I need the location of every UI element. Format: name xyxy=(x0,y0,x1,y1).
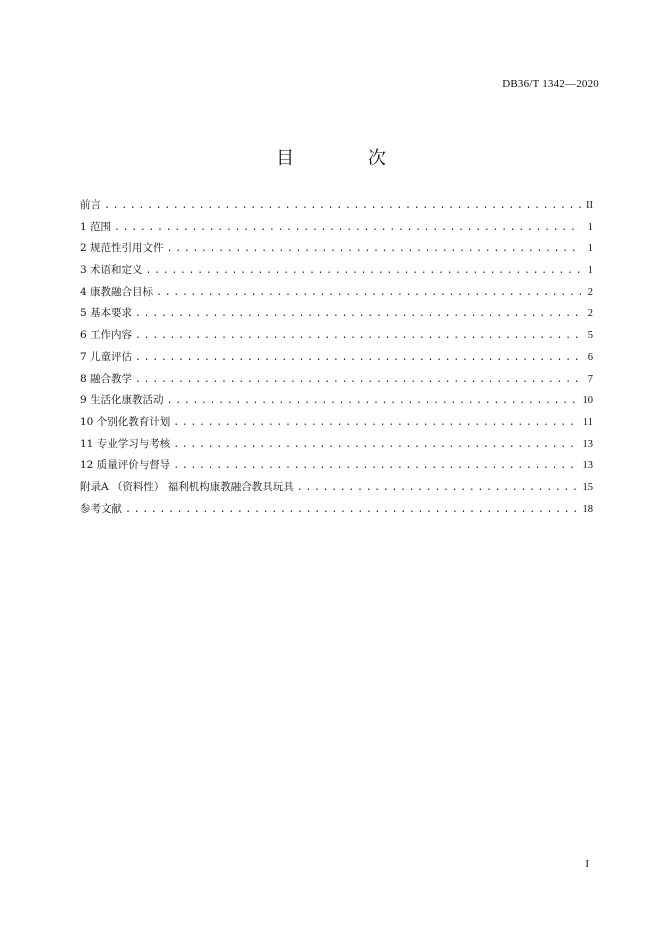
toc-entry-label: 1 范围 xyxy=(80,220,112,233)
toc-entry-page: 7 xyxy=(587,373,593,385)
toc-entry-page: 18 xyxy=(582,503,593,515)
toc-entry-page: 1 xyxy=(587,265,593,277)
toc-leader-dots xyxy=(173,437,578,455)
toc-entry-work-content[interactable] xyxy=(80,326,593,348)
toc-entry-professional-learning[interactable] xyxy=(80,435,593,457)
toc-entry-page: 13 xyxy=(582,438,593,450)
toc-entry-page: 11 xyxy=(582,416,593,428)
toc-entry-label: 4 康教融合目标 xyxy=(80,285,154,298)
toc-entry-label: 参考文献 xyxy=(80,502,122,515)
toc-entry-normative-references[interactable] xyxy=(80,239,593,261)
toc-leader-dots xyxy=(135,372,581,390)
toc-entry-bibliography[interactable] xyxy=(80,500,593,522)
toc-entry-label: 2 规范性引用文件 xyxy=(80,242,164,255)
toc-leader-dots xyxy=(167,393,579,411)
toc-entry-label: 7 儿童评估 xyxy=(80,350,133,363)
toc-entry-page: 10 xyxy=(582,395,593,407)
toc-entry-page: 15 xyxy=(582,481,593,493)
page-number: I xyxy=(585,858,589,870)
toc-entry-integration-goals[interactable] xyxy=(80,283,593,305)
document-code: DB36/T 1342—2020 xyxy=(502,78,599,90)
toc-entry-page: 1 xyxy=(587,243,593,255)
toc-entry-label: 5 基本要求 xyxy=(80,307,133,320)
toc-entry-integrated-teaching[interactable] xyxy=(80,370,593,392)
toc-leader-dots xyxy=(167,241,581,259)
toc-leader-dots xyxy=(135,328,581,346)
toc-entry-basic-requirements[interactable] xyxy=(80,304,593,326)
toc-leader-dots xyxy=(135,306,581,324)
toc-entry-page: 6 xyxy=(587,351,593,363)
toc-entry-label: 3 术语和定义 xyxy=(80,264,143,277)
toc-entry-page: 5 xyxy=(587,330,593,342)
toc-entry-label: 10 个别化教育计划 xyxy=(80,415,171,428)
toc-entry-terms-definitions[interactable] xyxy=(80,261,593,283)
toc-entry-label: 9 生活化康教活动 xyxy=(80,394,164,407)
toc-entry-label: 12 质量评价与督导 xyxy=(80,459,171,472)
toc-entry-appendix-a[interactable] xyxy=(80,478,593,500)
toc-leader-dots xyxy=(104,198,581,216)
toc-leader-dots xyxy=(173,415,579,433)
toc-entry-quality-evaluation[interactable] xyxy=(80,456,593,478)
table-of-contents xyxy=(80,196,593,521)
toc-entry-page: 2 xyxy=(587,308,593,320)
toc-entry-individualized-plan[interactable] xyxy=(80,413,593,435)
toc-entry-label: 前言 xyxy=(80,199,101,211)
toc-leader-dots xyxy=(156,285,581,303)
toc-entry-label: 11 专业学习与考核 xyxy=(80,437,171,450)
toc-leader-dots xyxy=(114,220,581,238)
toc-entry-page: 2 xyxy=(587,286,593,298)
toc-entry-page: 1 xyxy=(587,221,593,233)
toc-entry-scope[interactable] xyxy=(80,218,593,240)
toc-entry-label: 附录A （资料性） 福利机构康教融合教具玩具 xyxy=(80,480,294,493)
toc-leader-dots xyxy=(297,480,579,498)
toc-leader-dots xyxy=(135,350,581,368)
toc-entry-foreword[interactable] xyxy=(80,196,593,218)
toc-leader-dots xyxy=(173,458,578,476)
toc-entry-child-assessment[interactable] xyxy=(80,348,593,370)
page-title: 目 次 xyxy=(276,148,420,169)
toc-entry-label: 6 工作内容 xyxy=(80,329,133,342)
toc-leader-dots xyxy=(146,263,581,281)
toc-leader-dots xyxy=(125,502,579,520)
toc-entry-page: 13 xyxy=(582,460,593,472)
toc-entry-life-activities[interactable] xyxy=(80,391,593,413)
toc-entry-page: II xyxy=(586,200,593,211)
toc-entry-label: 8 融合教学 xyxy=(80,372,133,385)
